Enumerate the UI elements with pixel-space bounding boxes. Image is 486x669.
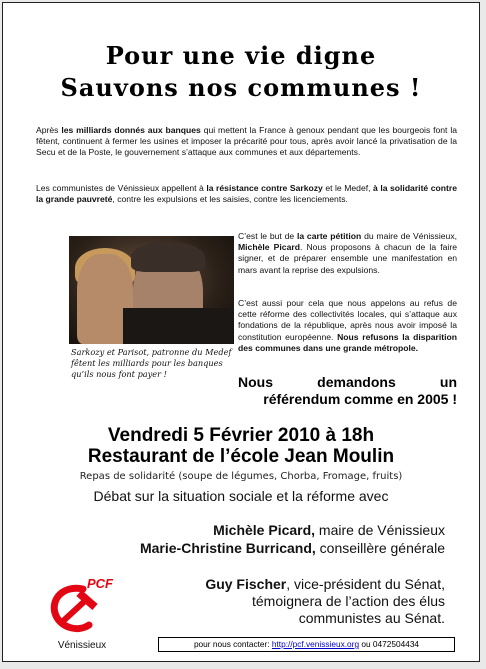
contact-box <box>158 637 455 652</box>
event-meal: Repas de solidarité (soupe de légumes, Chorba, Fromage, fruits) <box>79 471 403 482</box>
contact-sep: ou <box>359 639 373 649</box>
text-span: du maire de Vénissieux, <box>361 231 458 241</box>
logo-city: Vénissieux <box>57 640 107 651</box>
resistance-paragraph <box>36 183 457 205</box>
text-span: Après <box>36 125 62 135</box>
hammer-handle <box>61 599 87 623</box>
reform-paragraph <box>238 298 457 354</box>
pcf-logo-icon <box>43 575 127 635</box>
pcf-logo-text: PCF <box>87 576 113 591</box>
text-span: , contre les expulsions et les saisies, contre les licenciements. <box>112 194 348 205</box>
text-span: C’est le but de <box>238 231 297 241</box>
photo-shape <box>131 242 205 272</box>
event-debate: Débat sur la situation sociale et la réforme avec <box>93 488 389 504</box>
contact-phone: 0472504434 <box>372 639 420 649</box>
speaker-name: Marie-Christine Burricand, <box>139 540 316 556</box>
intro-paragraph <box>36 125 457 159</box>
speaker-picard <box>213 522 445 538</box>
bold-span: les milliards donnés aux banques <box>61 125 201 135</box>
event-place: Restaurant de l’école Jean Moulin <box>87 446 395 467</box>
bold-span: la résistance contre Sarkozy <box>206 183 323 193</box>
bold-span: la carte pétition <box>296 231 362 241</box>
petition-paragraph <box>238 231 457 276</box>
bold-span: à la solidarité contre la grande pauvreté <box>36 183 457 205</box>
text-span: Les communistes de Vénissieux appellent à <box>36 183 207 193</box>
text-span: . Nous proposons à chacun de la faire signer, et de préparer ensemble une manifestation en mars avant la reprise des expulsions. <box>238 242 457 275</box>
guest-line-2: témoignera de l’action des élus <box>251 593 445 609</box>
contact-label: pour nous contacter: <box>193 639 272 649</box>
photo-shape <box>123 308 233 344</box>
photo-caption: Sarkozy et Parisot, patronne du Medef fêtent les milliards pour les banques qu’ils nous font payer ! <box>71 347 232 379</box>
bold-span: Michèle Picard <box>238 242 300 253</box>
title-line-2: Sauvons nos communes ! <box>60 73 422 102</box>
guest-line-3: communistes au Sénat. <box>298 610 445 626</box>
text-span: qui mettent la France à genoux pendant que les bourgeois font la fêtent, continuent à fermer les usines et imposer la précarité pour tous, après avoir lancé la privatisation de la Secu et de la Poste, le gouvernement s’attaque aux communes et aux départements. <box>36 125 458 158</box>
speaker-name: Michèle Picard, <box>213 522 316 538</box>
referendum-line-2: référendum comme en 2005 ! <box>263 391 457 407</box>
speaker-burricand <box>140 540 445 556</box>
guest-name: Guy Fischer <box>205 576 287 592</box>
speaker-role: conseillère générale <box>315 540 445 556</box>
text-span: C’est aussi pour cela que nous appelons au refus de cette réforme des collectivités locales, qui s’attaque aux fondations de la république, après nous avoir imposé la constitution européenne. <box>238 298 457 342</box>
guest-role: , vice-président du Sénat, <box>286 576 445 592</box>
flyer-page <box>2 2 480 662</box>
guest-line-1 <box>205 576 445 592</box>
bold-span: Nous refusons la disparition des communes dans une grande métropole. <box>238 331 457 353</box>
text-span: et le Medef, <box>322 183 374 193</box>
title-line-1: Pour une vie digne <box>105 41 377 70</box>
referendum-line-1: Nous demandons un <box>238 374 457 390</box>
event-date: Vendredi 5 Février 2010 à 18h <box>107 425 375 446</box>
sarkozy-parisot-photo <box>69 236 234 344</box>
speaker-role: maire de Vénissieux <box>315 522 445 538</box>
website-link[interactable]: http://pcf.venissieux.org <box>271 639 360 649</box>
